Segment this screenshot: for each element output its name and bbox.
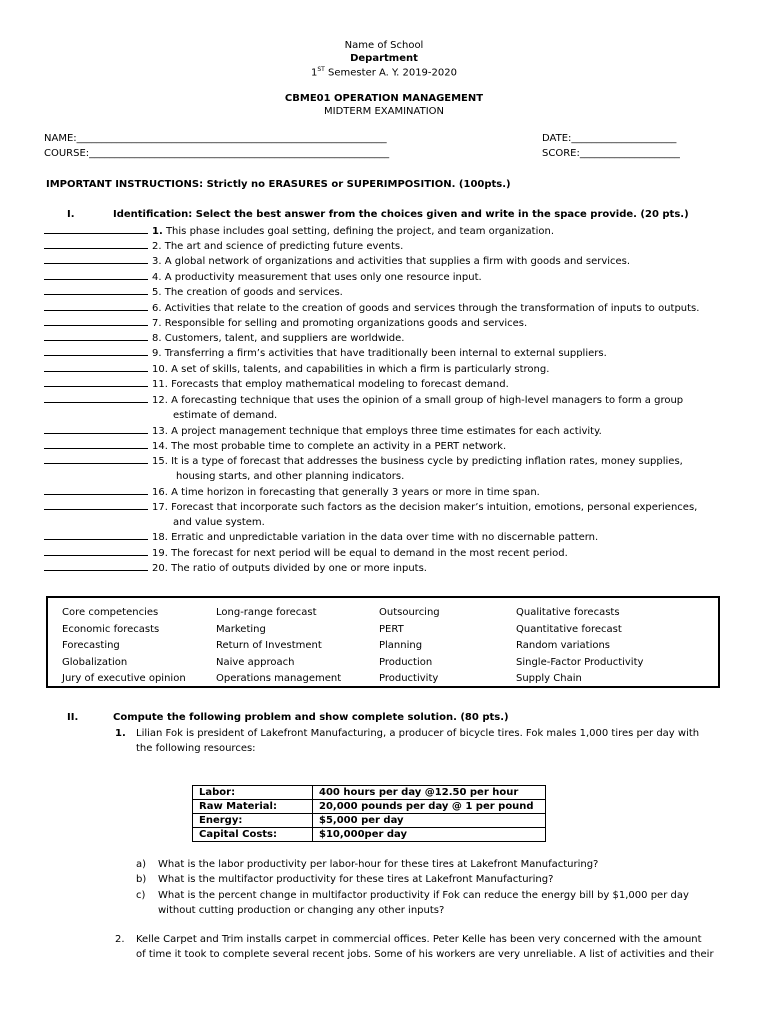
date-field[interactable]: DATE:_____________________ [542, 133, 677, 144]
question-number: 5. [152, 287, 162, 298]
answer-blank[interactable] [44, 530, 148, 540]
part2-heading: Compute the following problem and show complete solution. (80 pts.) [113, 712, 509, 723]
problem-1-line-2: the following resources: [136, 743, 256, 754]
question-text: A time horizon in forecasting that generally 3 years or more in time span. [171, 487, 540, 498]
answer-blank[interactable] [44, 454, 148, 464]
answer-blank[interactable] [44, 546, 148, 556]
answer-blank[interactable] [44, 331, 148, 341]
choice-item: Long-range forecast [216, 607, 317, 618]
semester [0, 66, 768, 78]
subquestion-a: What is the labor productivity per labor-hour for these tires at Lakefront Manufacturing? [158, 859, 599, 870]
course-field[interactable]: COURSE:____________________________________________________________ [44, 148, 390, 159]
question-number: 9. [152, 348, 162, 359]
question-12-continued: estimate of demand. [173, 410, 278, 421]
question-number: 13. [152, 426, 168, 437]
choice-item: Single-Factor Productivity [516, 656, 644, 668]
choice-item: Jury of executive opinion [62, 673, 186, 684]
answer-blank[interactable] [44, 393, 148, 403]
resources-table [192, 785, 546, 842]
question-text: The forecast for next period will be equal to demand in the most recent period. [171, 548, 568, 559]
question-text: The most probable time to complete an activity in a PERT network. [171, 441, 507, 452]
question-text: A productivity measurement that uses only one resource input. [164, 272, 482, 283]
subquestion-b-label: b) [136, 874, 147, 885]
question-number: 8. [152, 333, 162, 344]
question-15 [44, 454, 683, 469]
answer-blank[interactable] [44, 439, 148, 449]
choices-column-1 [62, 605, 186, 688]
table-row [193, 828, 546, 842]
question-8 [44, 331, 404, 346]
answer-blank[interactable] [44, 500, 148, 510]
choice-item: PERT [379, 623, 404, 635]
answer-blank[interactable] [44, 270, 148, 280]
exam-title: MIDTERM EXAMINATION [324, 106, 444, 117]
question-10 [44, 362, 549, 377]
choice-item: Productivity [379, 673, 439, 684]
answer-blank[interactable] [44, 301, 148, 311]
choices-column-3 [379, 605, 440, 688]
answer-blank[interactable] [44, 285, 148, 295]
choice-item: Outsourcing [379, 607, 440, 618]
question-text: Forecasts that employ mathematical modeling to forecast demand. [171, 379, 509, 390]
instructions: IMPORTANT INSTRUCTIONS: Strictly no ERASURES or SUPERIMPOSITION. (100pts.) [46, 179, 511, 190]
choice-item: Forecasting [62, 640, 120, 651]
question-15-continued: housing starts, and other planning indicators. [176, 471, 405, 482]
question-11 [44, 377, 509, 392]
question-text: Erratic and unpredictable variation in the data over time with no discernable pattern. [171, 532, 599, 543]
department: Department [350, 53, 418, 64]
question-text: The art and science of predicting future events. [164, 241, 404, 252]
question-6 [44, 301, 699, 316]
question-text: Transferring a firm’s activities that have traditionally been internal to external suppliers. [164, 348, 607, 359]
choice-item: Naive approach [216, 656, 295, 668]
problem-2-number: 2. [115, 934, 125, 945]
question-17 [44, 500, 697, 515]
choices-box [46, 596, 720, 688]
question-1 [44, 224, 554, 239]
choices-column-4 [516, 605, 643, 688]
table-cell-value: $5,000 per day [313, 814, 546, 828]
question-number: 6. [152, 303, 162, 314]
question-text: Responsible for selling and promoting organizations goods and services. [164, 318, 528, 329]
table-cell-value: 400 hours per day @12.50 per hour [313, 786, 546, 800]
subquestion-c-line-1: What is the percent change in multifactor productivity if Fok can reduce the energy bill by $1,000 per day [158, 890, 689, 901]
question-number: 3. [152, 256, 162, 267]
answer-blank[interactable] [44, 346, 148, 356]
choice-item: Quantitative forecast [516, 623, 622, 635]
question-4 [44, 270, 482, 285]
answer-blank[interactable] [44, 362, 148, 372]
table-row [193, 814, 546, 828]
question-17-continued: and value system. [173, 517, 265, 528]
question-14 [44, 439, 506, 454]
question-16 [44, 485, 540, 500]
question-text: A project management technique that employs three time estimates for each activity. [171, 426, 602, 437]
answer-blank[interactable] [44, 424, 148, 434]
table-cell-value: 20,000 pounds per day @ 1 per pound [313, 800, 546, 814]
problem-1-number: 1. [115, 728, 126, 739]
question-number: 7. [152, 318, 162, 329]
question-number: 12. [152, 395, 168, 406]
subquestion-c-line-2: without cutting production or changing any other inputs? [158, 905, 445, 916]
choice-item: Planning [379, 640, 423, 651]
question-number: 17. [152, 502, 168, 513]
name-field[interactable]: NAME:______________________________________________________________ [44, 133, 387, 144]
question-text: The creation of goods and services. [164, 287, 343, 298]
part1-heading: Identification: Select the best answer from the choices given and write in the space provide. (20 pts.) [113, 209, 689, 220]
question-number: 2. [152, 241, 162, 252]
question-text: It is a type of forecast that addresses the business cycle by predicting inflation rates, money supplies, [171, 456, 683, 467]
question-text: Forecast that incorporate such factors as the decision maker’s intuition, emotions, personal experiences, [171, 502, 698, 513]
choice-item: Core competencies [62, 607, 159, 618]
choice-item: Globalization [62, 656, 128, 668]
choice-item: Qualitative forecasts [516, 607, 620, 618]
problem-2-line-1: Kelle Carpet and Trim installs carpet in commercial offices. Peter Kelle has been very concerned with the amount [136, 934, 702, 945]
question-number: 10. [152, 364, 168, 375]
subquestion-b: What is the multifactor productivity for these tires at Lakefront Manufacturing? [158, 874, 554, 885]
question-12 [44, 393, 683, 408]
table-cell-label: Raw Material: [193, 800, 313, 814]
subquestion-a-label: a) [136, 859, 147, 870]
question-number: 19. [152, 548, 168, 559]
answer-blank[interactable] [44, 485, 148, 495]
part2-numeral: II. [67, 712, 79, 723]
table-row [193, 786, 546, 800]
choice-item: Production [379, 656, 433, 668]
semester-ordinal: 1 [311, 67, 318, 79]
answer-blank[interactable] [44, 224, 148, 234]
choices-column-2 [216, 605, 341, 688]
question-number: 14. [152, 441, 168, 452]
answer-blank[interactable] [44, 239, 148, 249]
question-number: 4. [152, 272, 162, 283]
problem-1-line-1: Lilian Fok is president of Lakefront Manufacturing, a producer of bicycle tires. Fok males 1,000 tires per day with [136, 728, 700, 739]
question-number: 15. [152, 456, 168, 467]
question-text: A forecasting technique that uses the opinion of a small group of high-level managers to form a group [171, 395, 684, 406]
subquestion-c-label: c) [136, 890, 146, 901]
question-13 [44, 424, 602, 439]
part1-numeral: I. [67, 209, 75, 220]
question-number: 20. [152, 563, 168, 574]
semester-text: Semester A. Y. 2019-2020 [324, 67, 457, 79]
answer-blank[interactable] [44, 561, 148, 571]
table-row [193, 800, 546, 814]
question-5 [44, 285, 343, 300]
choice-item: Random variations [516, 640, 611, 651]
answer-blank[interactable] [44, 316, 148, 326]
choice-item: Marketing [216, 623, 266, 635]
table-cell-label: Energy: [193, 814, 313, 828]
choice-item: Economic forecasts [62, 623, 160, 635]
course-title: CBME01 OPERATION MANAGEMENT [284, 93, 484, 104]
choice-item: Operations management [216, 673, 342, 684]
question-text: The ratio of outputs divided by one or more inputs. [171, 563, 427, 574]
question-20 [44, 561, 427, 576]
semester-superscript: ST [317, 66, 325, 73]
table-cell-label: Labor: [193, 786, 313, 800]
question-text: A set of skills, talents, and capabilities in which a firm is particularly strong. [171, 364, 550, 375]
question-text: Activities that relate to the creation of goods and services through the transformation of inputs to outputs. [164, 303, 700, 314]
choice-item: Supply Chain [516, 673, 582, 684]
question-7 [44, 316, 527, 331]
question-3 [44, 254, 630, 269]
table-cell-label: Capital Costs: [193, 828, 313, 842]
school-name: Name of School [344, 40, 424, 51]
table-cell-value: $10,000per day [313, 828, 546, 842]
question-number: 1. [152, 226, 163, 237]
question-19 [44, 546, 568, 561]
answer-blank[interactable] [44, 377, 148, 387]
question-number: 11. [152, 379, 168, 390]
question-18 [44, 530, 598, 545]
score-field[interactable]: SCORE:____________________ [542, 148, 680, 159]
choice-item: Return of Investment [216, 640, 322, 651]
answer-blank[interactable] [44, 254, 148, 264]
question-text: A global network of organizations and activities that supplies a firm with goods and services. [164, 256, 631, 267]
question-9 [44, 346, 607, 361]
question-text: Customers, talent, and suppliers are worldwide. [164, 333, 405, 344]
question-2 [44, 239, 403, 254]
question-text: This phase includes goal setting, defining the project, and team organization. [165, 226, 555, 237]
question-number: 16. [152, 487, 168, 498]
question-number: 18. [152, 532, 168, 543]
problem-2-line-2: of time it took to complete several recent jobs. Some of his workers are very unreliable. A list of activities and their [136, 949, 714, 960]
